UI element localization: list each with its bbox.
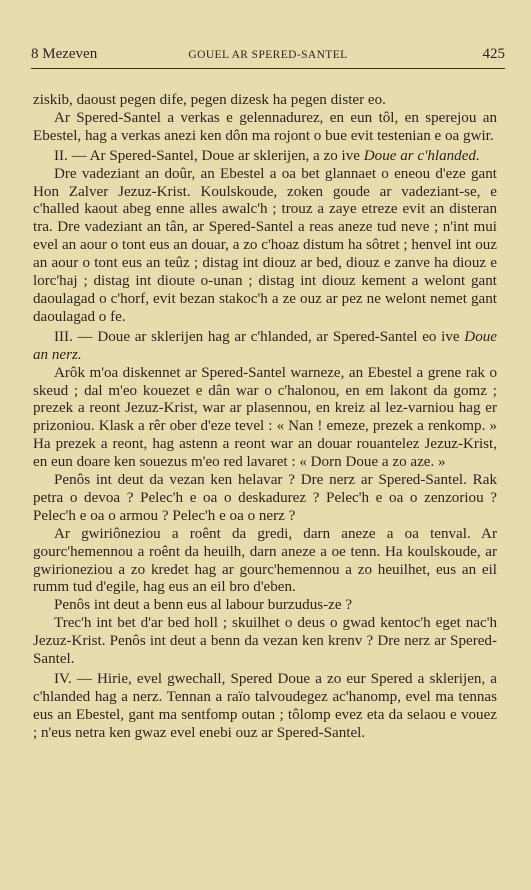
- header-date: 8 Mezeven: [31, 46, 98, 62]
- section-number: III. — Doue ar sklerijen hag ar c'hlanded, ar Spered-Santel eo ive: [54, 328, 460, 345]
- paragraph: Arôk m'oa diskennet ar Spered-Santel warneze, an Ebestel a grene rak o skeud ; dal m'eo kouezet e dân war o c'halonou, en em lakont da gomz ; prezek a reont Jezuz-Krist, war ar plasennou, en kreiz al lez-varniou hag er prizoniou. Klask a rêr ober d'eze tevel : « Nan ! emeze, prezek a renkomp. » Ha prezek a reont, hag astenn a reont war an douar rouantelez Jezuz-Krist, en eun doare ken souezus m'eo red lavaret : « Dorn Doue a zo aze. »: [33, 364, 497, 471]
- paragraph: Penôs int deut da vezan ken helavar ? Dre nerz ar Spered-Santel. Rak petra o devoa ? Pelec'h e oa o deskadurez ? Pelec'h e oa o zenzoriou ? Pelec'h e oa o armou ? Pelec'h e oa o nerz ?: [33, 472, 497, 524]
- section-heading: [33, 148, 497, 166]
- section-heading: [33, 329, 497, 365]
- section-title: Doue an nerz.: [33, 328, 497, 363]
- page-body: [33, 92, 497, 743]
- section-number: IV. — Hirie, evel gwechall, Spered Doue a zo eur Spered a sklerijen, a c'hlanded hag a nerz. Tennan a raïo talvoudegez ac'hanomp, evel ma tennas eus an Ebestel, gant ma sentfomp outan ; tôlomp evez eta da selaou e vouez ; n'eus netra ken gwaz evel enebi ouz ar Spered-Santel.: [33, 671, 497, 741]
- running-header: [31, 46, 505, 69]
- paragraph: Dre vadeziant an doûr, an Ebestel a oa bet glannaet o eneou d'eze gant Hon Zalver Jezuz-Krist. Koulskoude, zoken goude ar vadeziant-se, e c'halled kaout abeg enne alles awalc'h ; trouz a zaye etreze evit an disteran tra. Dre vadeziant an tân, ar Spered-Santel a reas aneze tud neve ; n'int mui evel an aour o tont eus an douar, a zo c'hoaz distum ha sôtret ; henvel int ouz an aour o tont eus an teûz ; distag int diouz ar bed, diouz e zanve ha diouz e lorc'haj ; distag int dioute o-unan ; distag int diouz kement a welont gant daoulagad o c'horf, evit bezan stakoc'h a ze ouz ar pez ne welont nemet gant daoulagad o fe.: [33, 165, 497, 325]
- header-title: GOUEL AR SPERED-SANTEL: [188, 49, 348, 61]
- section-title: Doue ar c'hlanded.: [363, 147, 480, 164]
- paragraph: Ar Spered-Santel a verkas e gelennadurez, en eun tôl, en sperejou an Ebestel, hag a verkas anezi ken dôn ma rojont o bue evit testenian e oa gwir.: [33, 109, 497, 144]
- paragraph: Ar gwiriôneziou a roênt da gredi, darn aneze a oa tenval. Ar gourc'hemennou a roênt da heuilh, darn aneze a oe tenn. Ha koulskoude, ar gwirioneziou a zo kredet hag ar gourc'hemennou a zo heuilhet, eus an eil rumm tud d'egile, hag eus an eil bro d'eben.: [33, 525, 497, 596]
- paragraph: Trec'h int bet d'ar bed holl ; skuilhet o deus o gwad kentoc'h eget nac'h Jezuz-Krist. Penôs int deut a benn da vezan ken krenv ? Dre nerz ar Spered-Santel.: [33, 615, 497, 668]
- paragraph: ziskib, daoust pegen dife, pegen dizesk ha pegen dister eo.: [33, 92, 386, 108]
- section-heading: [33, 671, 497, 743]
- paragraph: Penôs int deut a benn eus al labour burzudus-ze ?: [54, 597, 353, 614]
- page-number: 425: [482, 46, 505, 62]
- section-number: II. — Ar Spered-Santel, Doue ar sklerijen, a zo ive: [54, 147, 360, 164]
